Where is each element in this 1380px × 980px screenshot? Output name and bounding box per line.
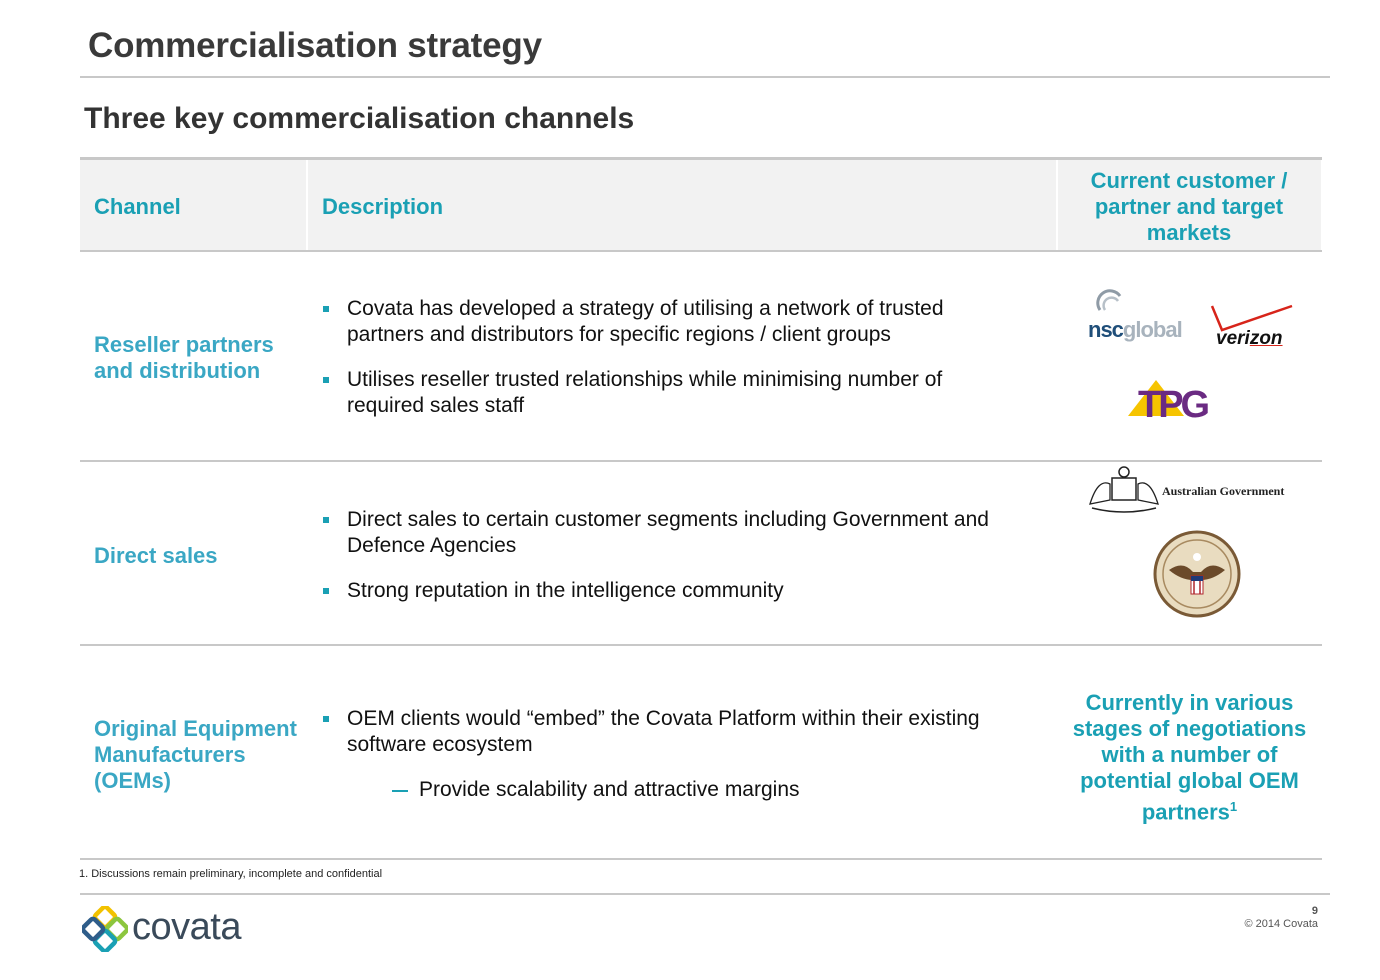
- channel-oem: Original Equipment Manufacturers (OEMs): [94, 716, 297, 793]
- bullet-item: OEM clients would “embed” the Covata Platform within their existing software ecosystem: [322, 706, 1042, 758]
- row-divider: [80, 460, 1322, 462]
- oem-negotiations-note: Currently in various stages of negotiations with a number of potential global OEM partners$^1$: [1072, 690, 1307, 825]
- nsc-global-logo: nscglobal: [1088, 317, 1182, 342]
- table-bottom-rule: [80, 858, 1322, 860]
- bullet-item: Direct sales to certain customer segments including Government and Defence Agencies: [322, 507, 1042, 559]
- australian-government-logo: Australian Government: [1162, 484, 1285, 498]
- covata-wordmark: covata: [132, 906, 241, 948]
- header-description: Description: [322, 194, 444, 219]
- verizon-logo: verizon: [1216, 328, 1283, 349]
- table-header-rule: [80, 250, 1322, 252]
- page-title: Commercialisation strategy: [88, 26, 542, 65]
- footer-divider: [80, 893, 1330, 895]
- channel-direct-sales: Direct sales: [94, 543, 218, 568]
- page-number: 9: [1311, 905, 1318, 917]
- title-divider: [80, 76, 1330, 78]
- header-channel: Channel: [94, 194, 181, 219]
- row-divider: [80, 644, 1322, 646]
- covata-logo-icon: [82, 906, 128, 952]
- header-divider: [306, 160, 308, 250]
- bullet-item: Utilises reseller trusted relationships while minimising number of required sales staff: [322, 367, 1022, 419]
- nsc-swirl-icon: [1096, 288, 1126, 316]
- tpg-logo: TPG: [1138, 384, 1208, 426]
- footnote: 1. Discussions remain preliminary, incomplete and confidential: [79, 868, 383, 880]
- header-markets: Current customer / partner and target markets: [1090, 168, 1288, 245]
- header-divider: [1056, 160, 1058, 250]
- oem-bullets: [322, 706, 1042, 822]
- us-seal-icon: [1153, 530, 1241, 618]
- bullet-item: Strong reputation in the intelligence community: [322, 578, 1042, 604]
- sub-bullet-item: Provide scalability and attractive margins: [322, 777, 1042, 803]
- australian-crest-icon: [1088, 464, 1160, 514]
- copyright: © 2014 Covata: [1244, 918, 1318, 930]
- bullet-item: Covata has developed a strategy of utilising a network of trusted partners and distributors for specific regions / client groups: [322, 296, 1022, 348]
- reseller-bullets: [322, 296, 1022, 438]
- direct-sales-bullets: [322, 507, 1042, 623]
- channel-reseller: Reseller partners and distribution: [94, 332, 274, 383]
- section-subtitle: Three key commercialisation channels: [84, 102, 635, 135]
